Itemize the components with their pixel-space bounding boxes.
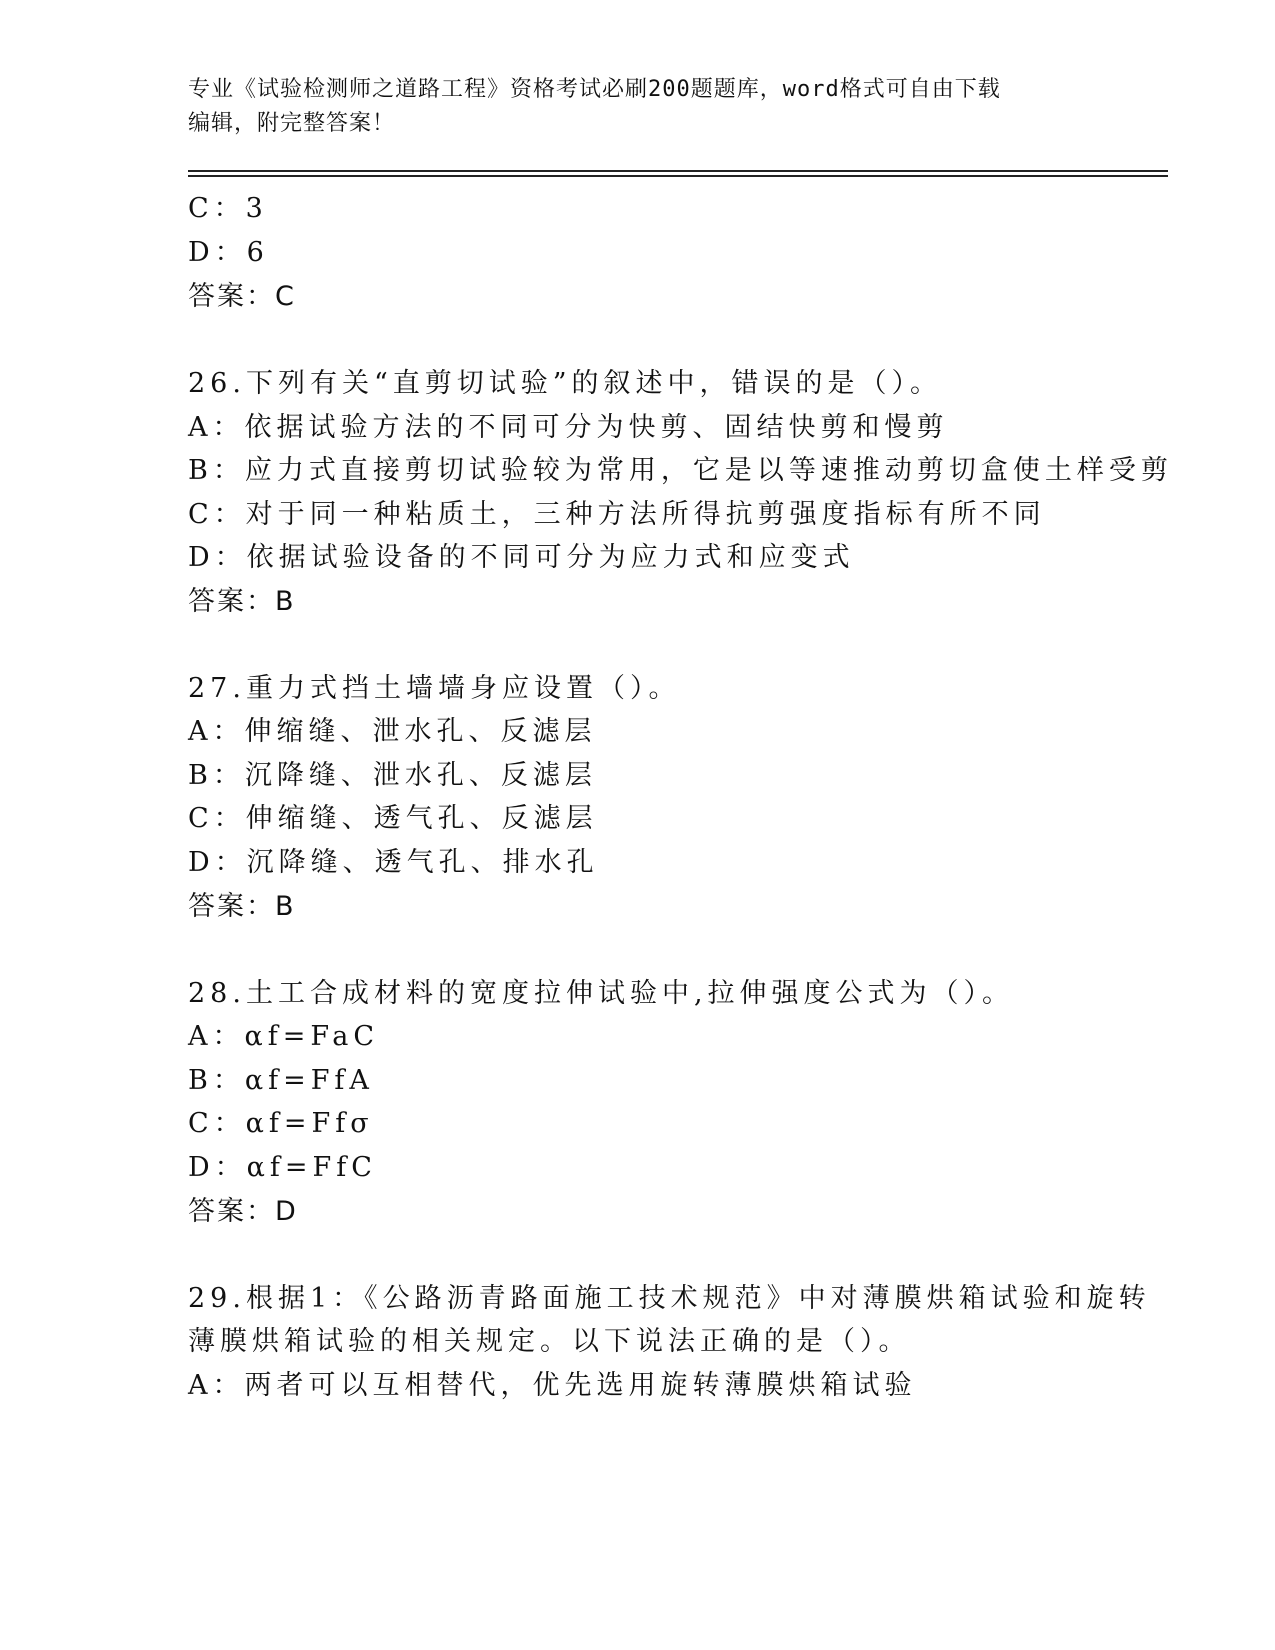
q27-answer: 答案：B	[188, 891, 296, 922]
q26-option-b: B：应力式直接剪切试验较为常用，它是以等速推动剪切盒使土样受剪	[188, 455, 1173, 486]
q26-option-a: A：依据试验方法的不同可分为快剪、固结快剪和慢剪	[188, 412, 949, 443]
q25-answer: 答案：C	[188, 281, 296, 312]
header-rule-top	[188, 170, 1168, 172]
q27-question: 27.重力式挡土墙墙身应设置（）。	[188, 673, 681, 704]
q29-question-line-2: 薄膜烘箱试验的相关规定。以下说法正确的是（）。	[188, 1326, 911, 1357]
q27-option-d: D：沉降缝、透气孔、排水孔	[188, 847, 599, 878]
q29-question-line-1: 29.根据1：《公路沥青路面施工技术规范》中对薄膜烘箱试验和旋转	[188, 1283, 1151, 1314]
q28-option-a: A：αf=FaC	[188, 1021, 380, 1052]
page-header-line-2: 编辑，附完整答案！	[188, 111, 396, 136]
q26-question: 26.下列有关“直剪切试验”的叙述中，错误的是（）。	[188, 368, 943, 399]
q25-option-c: C：3	[188, 193, 268, 224]
page-header-line-1: 专业《试验检测师之道路工程》资格考试必刷200题题库，word格式可自由下载	[188, 77, 1001, 102]
q26-option-c: C：对于同一种粘质土，三种方法所得抗剪强度指标有所不同	[188, 499, 1046, 530]
q28-answer: 答案：D	[188, 1196, 298, 1227]
q27-option-b: B：沉降缝、泄水孔、反滤层	[188, 760, 597, 791]
q26-answer: 答案：B	[188, 586, 296, 617]
q27-option-a: A：伸缩缝、泄水孔、反滤层	[188, 716, 597, 747]
q25-option-d: D：6	[188, 237, 269, 268]
q28-option-c: C：αf=Ffσ	[188, 1108, 374, 1139]
q28-question: 28.土工合成材料的宽度拉伸试验中,拉伸强度公式为（）。	[188, 978, 1015, 1009]
q28-option-d: D：αf=FfC	[188, 1152, 377, 1183]
q27-option-c: C：伸缩缝、透气孔、反滤层	[188, 803, 598, 834]
header-rule-bottom	[188, 175, 1168, 177]
q28-option-b: B：αf=FfA	[188, 1065, 374, 1096]
q29-option-a: A：两者可以互相替代，优先选用旋转薄膜烘箱试验	[188, 1370, 917, 1401]
q26-option-d: D：依据试验设备的不同可分为应力式和应变式	[188, 542, 855, 573]
